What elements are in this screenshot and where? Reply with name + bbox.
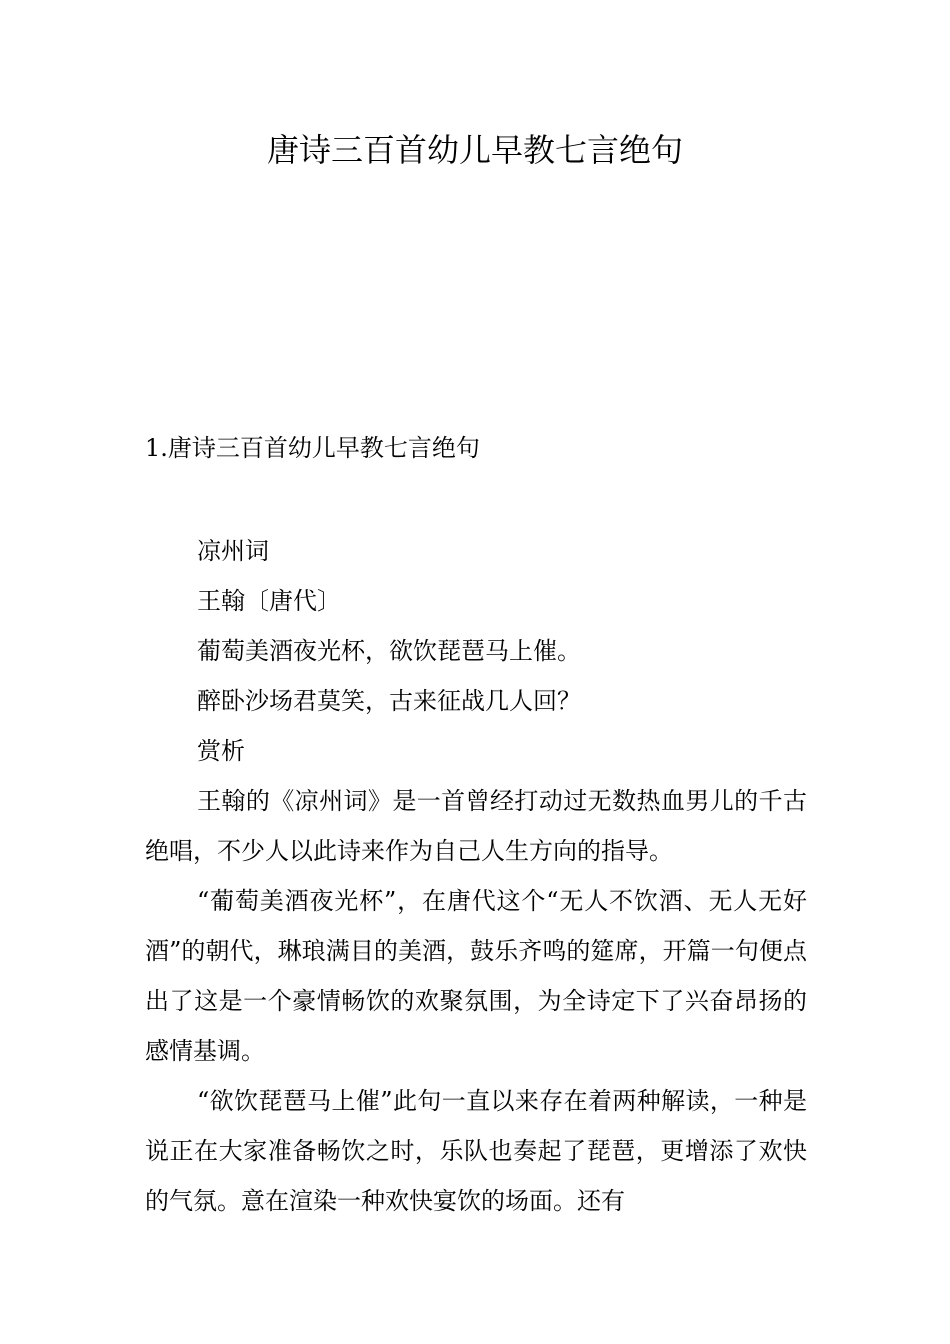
document-body bbox=[145, 426, 807, 1226]
document-title: 唐诗三百首幼儿早教七言绝句 bbox=[266, 131, 683, 169]
paragraph-2: “葡萄美酒夜光杯”，在唐代这个“无人不饮酒、无人无好酒”的朝代，琳琅满目的美酒，鼓乐齐鸣的筵席，开篇一句便点出了这是一个豪情畅饮的欢聚氛围，为全诗定下了兴奋昂扬的感情基调。 bbox=[145, 887, 807, 1065]
poem-author: 王翰〔唐代〕 bbox=[197, 587, 341, 615]
section-heading: 1.唐诗三百首幼儿早教七言绝句 bbox=[145, 434, 480, 462]
appreciation-label: 赏析 bbox=[197, 737, 245, 765]
paragraph-1: 王翰的《凉州词》是一首曾经打动过无数热血男儿的千古绝唱，不少人以此诗来作为自己人生方向的指导。 bbox=[145, 787, 807, 865]
poem-line-1: 葡萄美酒夜光杯，欲饮琵琶马上催。 bbox=[197, 637, 581, 665]
paragraph-3: “欲饮琵琶马上催”此句一直以来存在着两种解读，一种是说正在大家准备畅饮之时，乐队也奏起了琵琶，更增添了欢快的气氛。意在渲染一种欢快宴饮的场面。还有 bbox=[145, 1087, 807, 1215]
poem-line-2: 醉卧沙场君莫笑，古来征战几人回？ bbox=[197, 687, 581, 715]
poem-title: 凉州词 bbox=[197, 537, 269, 565]
